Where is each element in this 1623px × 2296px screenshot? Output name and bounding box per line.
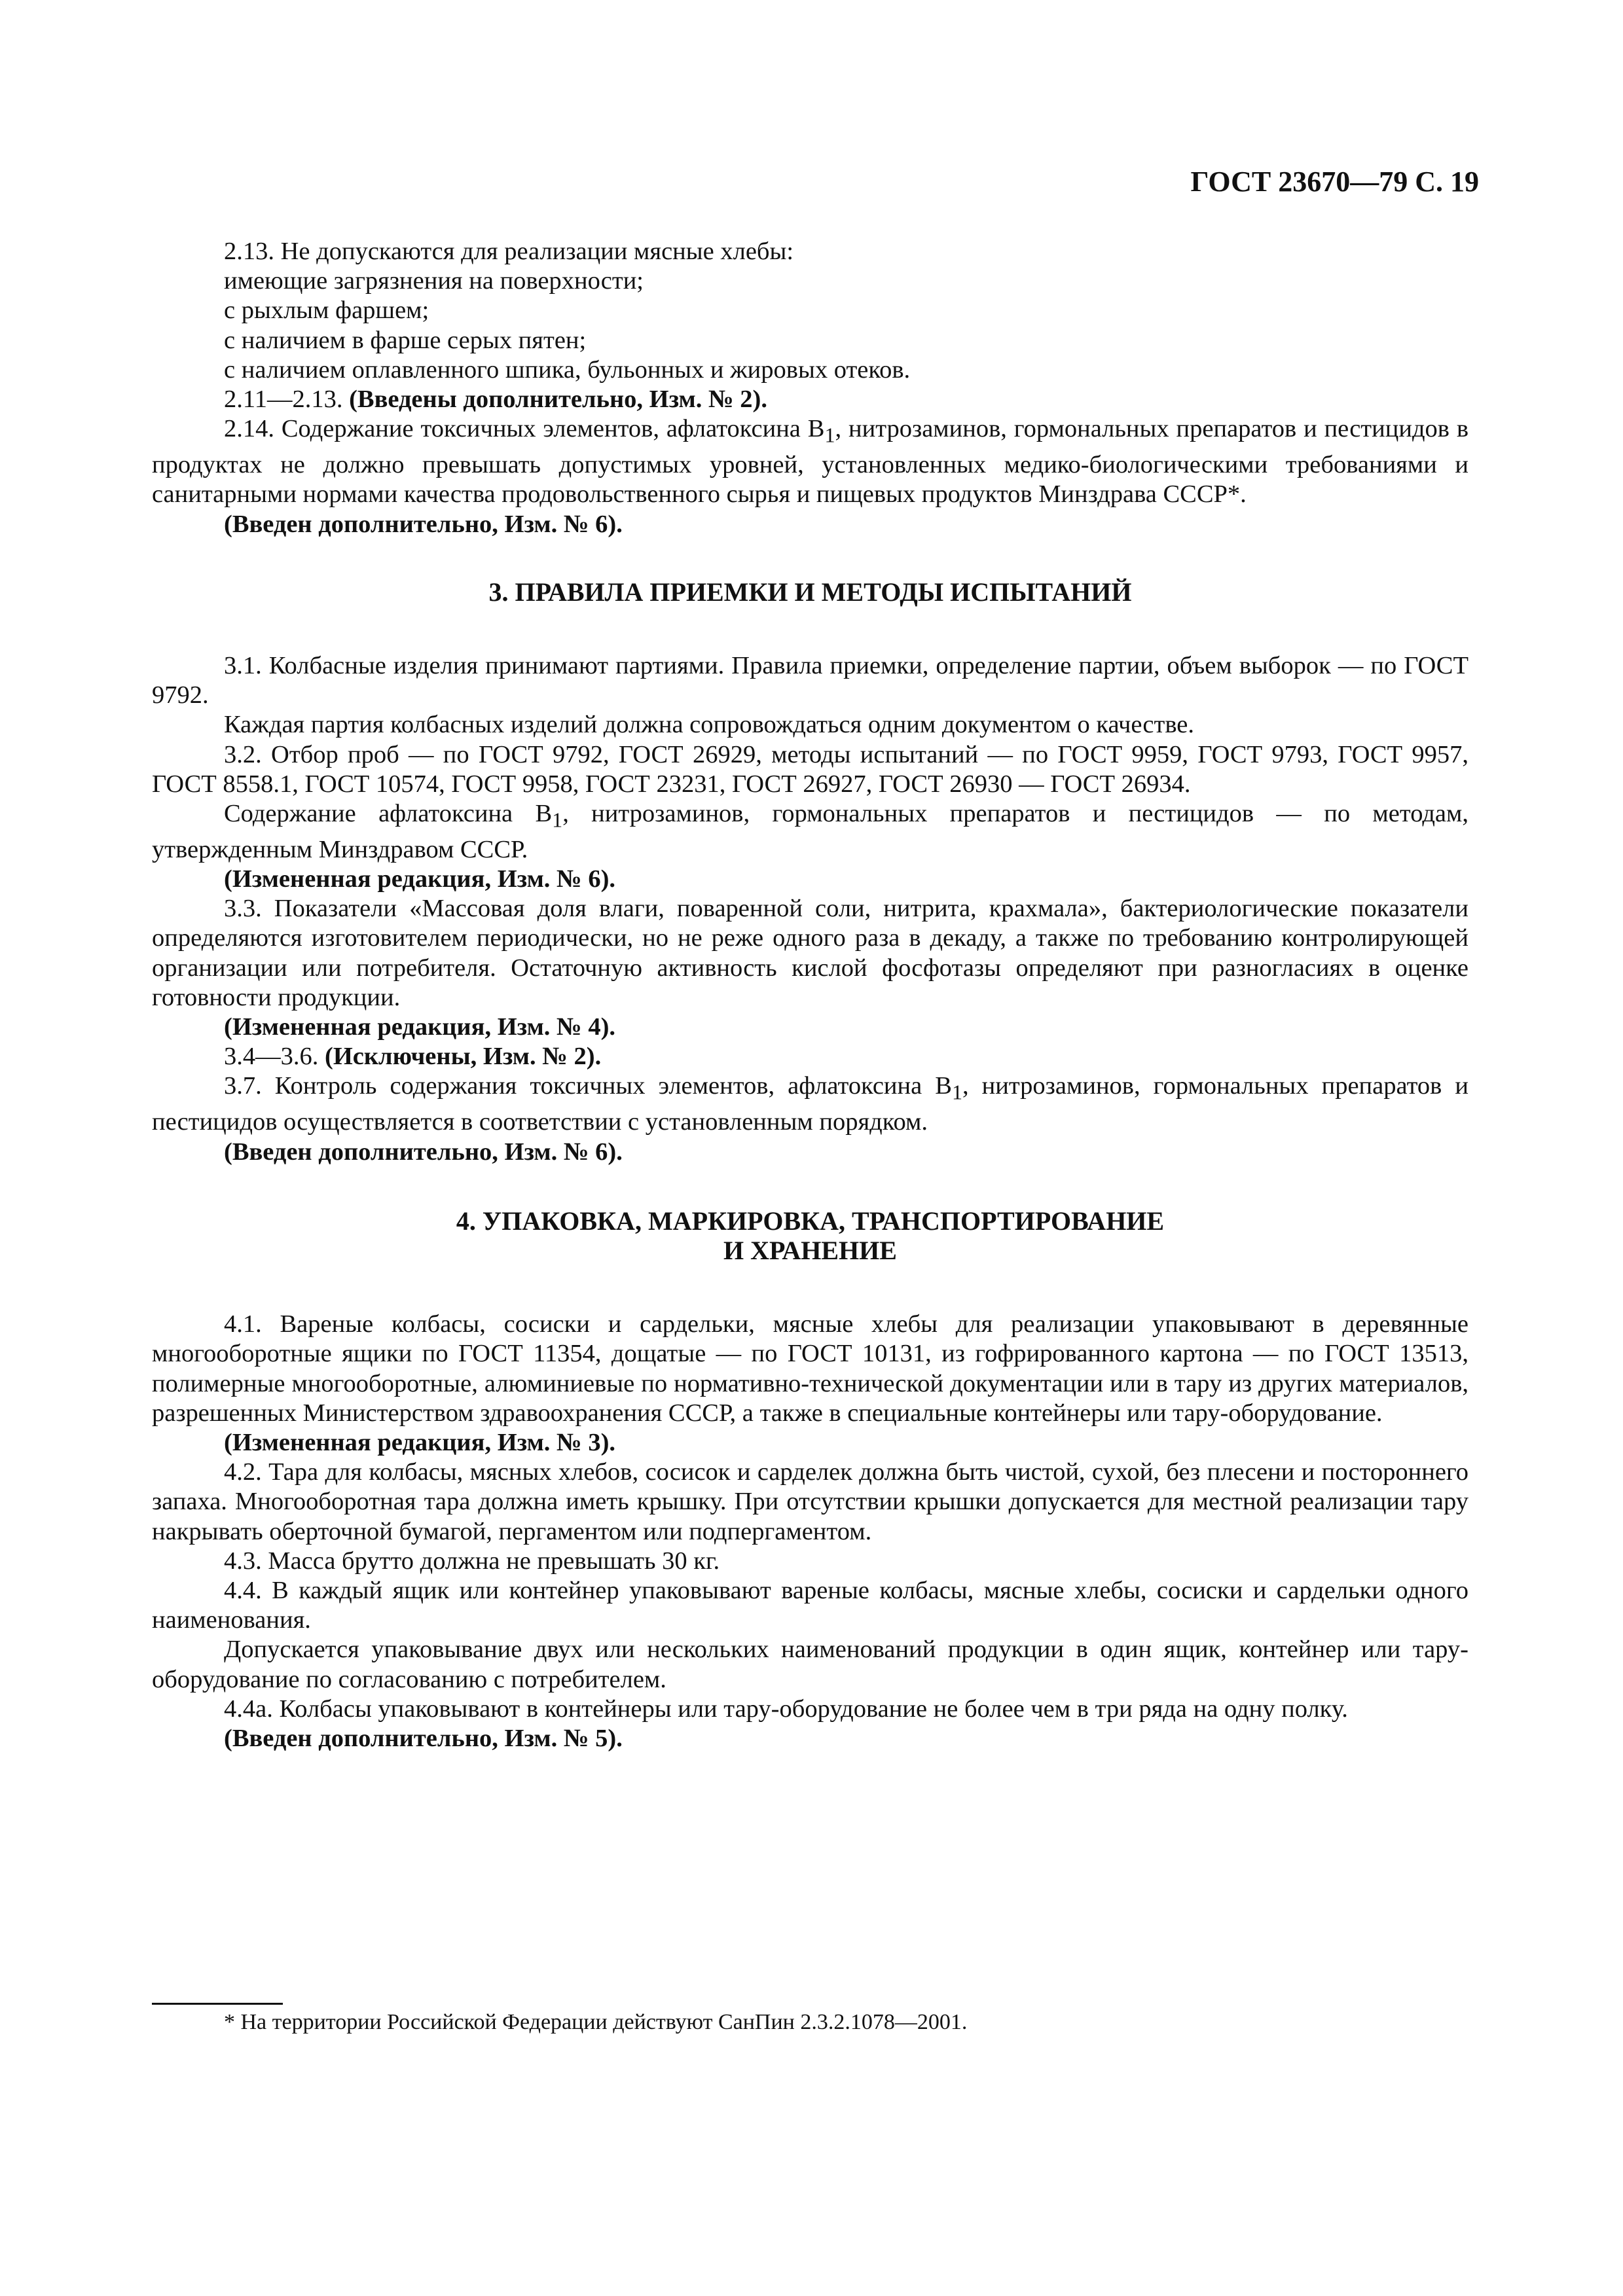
clause-3-4-3-6: [152, 1042, 1468, 1071]
clause-4-4: 4.4. В каждый ящик или контейнер упаковывают вареные колбасы, мясные хлебы, сосиски и сардельки одного наименования.: [152, 1576, 1468, 1634]
clause-4-1: 4.1. Вареные колбасы, сосиски и сардельки, мясные хлебы для реализации упаковывают в деревянные многооборотные ящики по ГОСТ 11354, дощатые — по ГОСТ 10131, из гофрированного картона — по ГОСТ 13513, полимерные многооборотные, алюминиевые по нормативно-технической документации или в тару из других материалов, разрешенных Министерством здравоохранения СССР, а также в специальные контейнеры или тару-оборудование.: [152, 1310, 1468, 1427]
amendment-note: (Измененная редакция, Изм. № 6).: [224, 865, 616, 893]
section-4-title: 4. УПАКОВКА, МАРКИРОВКА, ТРАНСПОРТИРОВАНИЕ: [456, 1206, 1165, 1236]
clause-4-3: 4.3. Масса брутто должна не превышать 30 кг.: [224, 1547, 720, 1575]
amendment-note: (Исключены, Изм. № 2).: [325, 1043, 602, 1071]
list-item: с наличием в фарше серых пятен;: [224, 326, 587, 354]
clause-text: , нитрозаминов, гормональных препаратов и пестицидов в продуктах не должно превышать допустимых уровней, установленных медико-биологическими требованиями и санитарными нормами качества продовольственного сырья и пищевых продуктов Минздрава СССР*.: [152, 415, 1468, 509]
amendment-note: (Измененная редакция, Изм. № 3).: [224, 1428, 616, 1456]
amendment-note: (Введен дополнительно, Изм. № 6).: [224, 1138, 623, 1166]
subscript: 1: [824, 423, 835, 447]
clause-number: 2.11—2.13.: [224, 386, 350, 414]
clause-4-4a: 4.4а. Колбасы упаковывают в контейнеры или тару-оборудование не более чем в три ряда на одну полку.: [224, 1695, 1348, 1723]
amendment-note: (Введен дополнительно, Изм. № 6).: [224, 510, 623, 538]
section-4-title-line2: И ХРАНЕНИЕ: [723, 1235, 897, 1265]
clause-3-1-continued: Каждая партия колбасных изделий должна сопровождаться одним документом о качестве.: [224, 711, 1194, 739]
clause-3-1: 3.1. Колбасные изделия принимают партиями. Правила приемки, определение партии, объем выборок — по ГОСТ 9792.: [152, 651, 1468, 709]
clause-2-11-2-13: [152, 385, 1468, 414]
clause-3-2-continued: [152, 799, 1468, 865]
clause-text: , нитрозаминов, гормональных препаратов и пестицидов — по методам, утвержденным Минздравом СССР.: [152, 799, 1468, 863]
footnote: * На территории Российской Федерации действуют СанПин 2.3.2.1078—2001.: [224, 2010, 968, 2034]
subscript: 1: [951, 1081, 962, 1105]
section-3-title: 3. ПРАВИЛА ПРИЕМКИ И МЕТОДЫ ИСПЫТАНИЙ: [488, 577, 1132, 607]
clause-text: Содержание афлатоксина В: [224, 799, 553, 827]
page-header: ГОСТ 23670—79 С. 19: [1190, 166, 1479, 198]
clause-text: 2.14. Содержание токсичных элементов, афлатоксина В: [224, 415, 825, 443]
amendment-note: (Измененная редакция, Изм. № 4).: [224, 1013, 616, 1041]
amendment-note: (Введен дополнительно, Изм. № 5).: [224, 1725, 623, 1752]
clause-3-2: 3.2. Отбор проб — по ГОСТ 9792, ГОСТ 26929, методы испытаний — по ГОСТ 9959, ГОСТ 9793, ГОСТ 9957, ГОСТ 8558.1, ГОСТ 10574, ГОСТ 9958, ГОСТ 23231, ГОСТ 26927, ГОСТ 26930 — ГОСТ 26934.: [152, 740, 1468, 798]
clause-text: , нитрозаминов, гормональных препаратов и пестицидов осуществляется в соответствии с установленным порядком.: [152, 1072, 1468, 1136]
clause-4-2: 4.2. Тара для колбасы, мясных хлебов, сосисок и сарделек должна быть чистой, сухой, без плесени и постороннего запаха. Многооборотная тара должна иметь крышку. При отсутствии крышки допускается для местной реализации тару накрывать оберточной бумагой, пергаментом или подпергаментом.: [152, 1458, 1468, 1545]
clause-number: 3.4—3.6.: [224, 1043, 325, 1071]
clause-2-14: [152, 414, 1468, 509]
clause-3-7: [152, 1071, 1468, 1137]
document-body: [152, 237, 1468, 1753]
clause-text: 3.7. Контроль содержания токсичных элементов, афлатоксина В: [224, 1072, 952, 1100]
list-item: с рыхлым фаршем;: [224, 296, 429, 325]
clause-4-4-continued: Допускается упаковывание двух или нескольких наименований продукции в один ящик, контейнер или тару-оборудование по согласованию с потребителем.: [152, 1636, 1468, 1693]
list-item: имеющие загрязнения на поверхности;: [224, 267, 644, 295]
footnote-divider: [152, 2003, 283, 2005]
amendment-note: (Введены дополнительно, Изм. № 2).: [349, 386, 767, 414]
clause-2-13: 2.13. Не допускаются для реализации мясные хлебы:: [224, 238, 794, 265]
subscript: 1: [552, 808, 563, 832]
clause-3-3: 3.3. Показатели «Массовая доля влаги, поваренной соли, нитрита, крахмала», бактериологические показатели определяются изготовителем периодически, но не реже одного раза в декаду, а также по требованию контролирующей организации или потребителя. Остаточную активность кислой фосфотазы определяют при разногласиях в оценке готовности продукции.: [152, 895, 1468, 1011]
list-item: с наличием оплавленного шпика, бульонных и жировых отеков.: [224, 355, 911, 384]
